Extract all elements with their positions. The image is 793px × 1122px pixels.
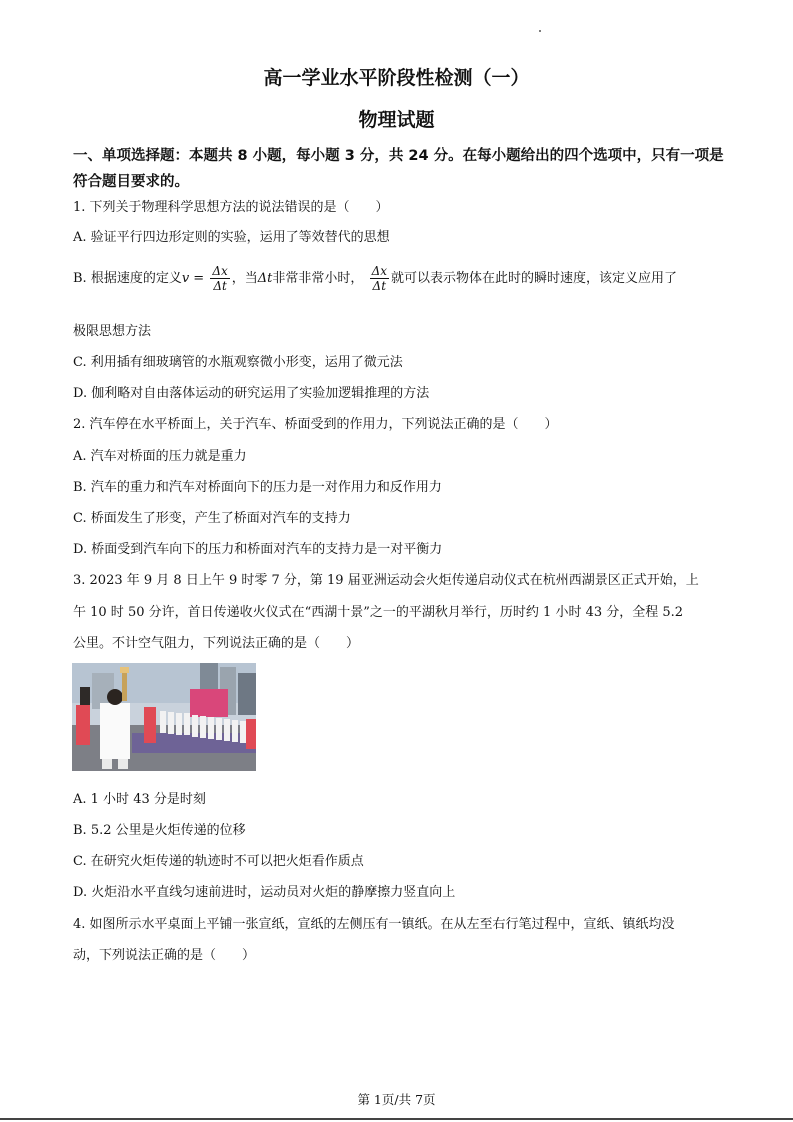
q1-b-text1: B. 根据速度的定义 — [73, 271, 182, 286]
scan-dot — [539, 30, 541, 32]
q1-b-v: v = — [181, 271, 205, 286]
exam-title: 高一学业水平阶段性检测（一） — [263, 67, 530, 89]
q2-option-a: A. 汽车对桥面的压力就是重力 — [73, 449, 247, 464]
q1-option-a: A. 验证平行四边形定则的实验，运用了等效替代的思想 — [73, 230, 390, 245]
frac-den: Δt — [213, 279, 227, 293]
bottom-rule — [0, 1118, 793, 1120]
q1-option-b-continued: 极限思想方法 — [73, 324, 152, 339]
q4-stem-line2: 动，下列说法正确的是（ ） — [73, 948, 256, 963]
q3-stem-line2: 午 10 时 50 分许，首日传递收火仪式在“西湖十景”之一的平湖秋月举行，历时约 1 小时 43 分，全程 5.2 — [73, 605, 684, 620]
frac-num-2: Δx — [371, 264, 388, 278]
q3-option-c: C. 在研究火炬传递的轨迹时不可以把火炬看作质点 — [73, 854, 364, 869]
q1-b-fraction-2 — [370, 264, 389, 293]
q1-stem: 1. 下列关于物理科学思想方法的说法错误的是（ ） — [73, 200, 389, 215]
q1-b-dt: Δt — [257, 271, 273, 286]
q2-option-b: B. 汽车的重力和汽车对桥面向下的压力是一对作用力和反作用力 — [73, 480, 442, 495]
q1-b-text2: ，当 — [231, 271, 258, 286]
section-heading: 一、单项选择题：本题共 8 小题，每小题 3 分，共 24 分。在每小题给出的四个选项中，只有一项是符合题目要求的。 — [73, 148, 724, 190]
q3-stem-line3: 公里。不计空气阻力，下列说法正确的是（ ） — [73, 636, 360, 651]
q3-option-b: B. 5.2 公里是火炬传递的位移 — [73, 823, 246, 838]
q2-option-d: D. 桥面受到汽车向下的压力和桥面对汽车的支持力是一对平衡力 — [73, 542, 443, 557]
page-number: 第 1页/共 7页 — [357, 1092, 436, 1107]
q1-b-text4: 就可以表示物体在此时的瞬时速度，该定义应用了 — [391, 271, 678, 286]
frac-num: Δx — [212, 264, 228, 278]
q1-option-b — [73, 264, 677, 293]
torch-relay-photo — [72, 663, 256, 771]
q1-option-c: C. 利用插有细玻璃管的水瓶观察微小形变，运用了微元法 — [73, 355, 403, 370]
q2-option-c: C. 桥面发生了形变，产生了桥面对汽车的支持力 — [73, 511, 351, 526]
frac-den-2: Δt — [372, 279, 387, 293]
q4-stem-line1: 4. 如图所示水平桌面上平铺一张宣纸，宣纸的左侧压有一镇纸。在从左至右行笔过程中，宣纸、镇纸均没 — [73, 917, 675, 932]
exam-subject: 物理试题 — [358, 109, 435, 131]
q2-stem: 2. 汽车停在水平桥面上，关于汽车、桥面受到的作用力，下列说法正确的是（ ） — [73, 417, 558, 432]
q3-stem-line1: 3. 2023 年 9 月 8 日上午 9 时零 7 分，第 19 届亚洲运动会火炬传递启动仪式在杭州西湖景区正式开始，上 — [73, 573, 699, 588]
q1-b-fraction — [210, 264, 229, 293]
q3-option-a: A. 1 小时 43 分是时刻 — [73, 792, 206, 807]
q3-option-d: D. 火炬沿水平直线匀速前进时，运动员对火炬的静摩擦力竖直向上 — [73, 885, 456, 900]
q1-option-d: D. 伽利略对自由落体运动的研究运用了实验加逻辑推理的方法 — [73, 386, 430, 401]
q1-b-text3: 非常非常小时， — [272, 271, 364, 286]
